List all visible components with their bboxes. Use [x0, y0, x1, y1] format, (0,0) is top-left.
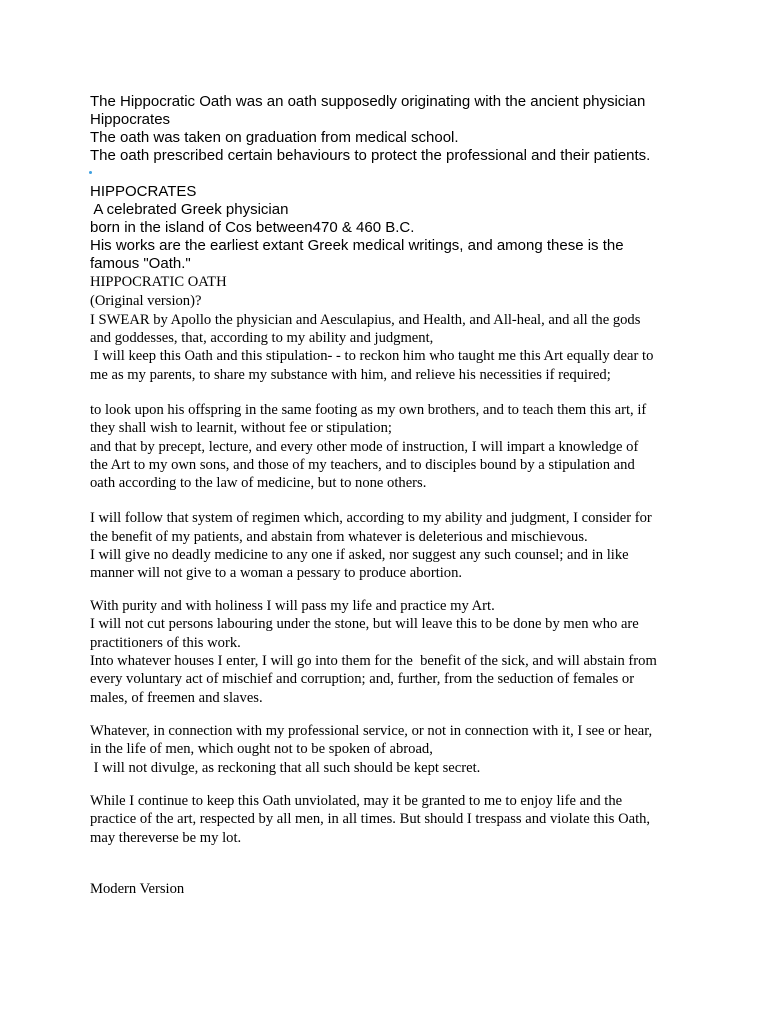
oath-p2-line: they shall wish to learnit, without fee or stipulation; — [90, 420, 392, 436]
oath-p1-line: I will keep this Oath and this stipulation- - to reckon him who taught me this Art equally dear to — [90, 348, 654, 364]
oath-p2-line: the Art to my own sons, and those of my teachers, and to disciples bound by a stipulation and — [90, 457, 635, 473]
bio-line-3: His works are the earliest extant Greek medical writings, and among these is the — [90, 237, 624, 254]
oath-p4-line: With purity and with holiness I will pass my life and practice my Art. — [90, 598, 495, 614]
oath-p2-line: to look upon his offspring in the same footing as my own brothers, and to teach them this art, if — [90, 402, 647, 418]
oath-p6-line: While I continue to keep this Oath unviolated, may it be granted to me to enjoy life and the — [90, 793, 623, 809]
oath-p1-line: me as my parents, to share my substance with him, and relieve his necessities if required; — [90, 367, 611, 383]
oath-p4-line: practitioners of this work. — [90, 635, 241, 651]
oath-p2-line: oath according to the law of medicine, but to none others. — [90, 475, 427, 491]
bio-heading: HIPPOCRATES — [90, 183, 197, 200]
oath-p4-line: every voluntary act of mischief and corruption; and, further, from the seduction of females or — [90, 671, 635, 687]
intro-line-4: The oath prescribed certain behaviours to protect the professional and their patients. — [90, 147, 651, 164]
oath-p1-line: and goddesses, that, according to my ability and judgment, — [90, 330, 434, 346]
oath-p1-line: I SWEAR by Apollo the physician and Aesculapius, and Health, and All-heal, and all the gods — [90, 312, 641, 328]
oath-p3-line: manner will not give to a woman a pessary to produce abortion. — [90, 565, 463, 581]
oath-heading: HIPPOCRATIC OATH — [90, 274, 227, 290]
intro-line-1: The Hippocratic Oath was an oath supposedly originating with the ancient physician — [90, 93, 646, 110]
oath-p3-line: the benefit of my patients, and abstain from whatever is deleterious and mischievous. — [90, 529, 588, 545]
oath-p4-line: Into whatever houses I enter, I will go into them for the benefit of the sick, and will abstain from — [90, 653, 657, 669]
bio-line-4: famous "Oath." — [90, 255, 191, 272]
oath-p3-line: I will give no deadly medicine to any one if asked, nor suggest any such counsel; and in like — [90, 547, 629, 563]
oath-p2-line: and that by precept, lecture, and every other mode of instruction, I will impart a knowledge of — [90, 439, 639, 455]
modern-heading: Modern Version — [90, 881, 185, 897]
oath-p5-line: in the life of men, which ought not to be spoken of abroad, — [90, 741, 433, 757]
oath-p4-line: I will not cut persons labouring under the stone, but will leave this to be done by men who are — [90, 616, 639, 632]
oath-p5-line: I will not divulge, as reckoning that all such should be kept secret. — [90, 760, 481, 776]
oath-p4-line: males, of freemen and slaves. — [90, 690, 263, 706]
intro-line-3: The oath was taken on graduation from medical school. — [90, 129, 459, 146]
bullet-dot — [89, 171, 92, 174]
intro-line-2: Hippocrates — [90, 111, 171, 128]
oath-p5-line: Whatever, in connection with my professional service, or not in connection with it, I see or hear, — [90, 723, 653, 739]
oath-subheading: (Original version)? — [90, 293, 202, 309]
oath-p3-line: I will follow that system of regimen which, according to my ability and judgment, I consider for — [90, 510, 652, 526]
bio-line-2: born in the island of Cos between470 & 460 B.C. — [90, 219, 415, 236]
oath-p6-line: may thereverse be my lot. — [90, 830, 242, 846]
bio-line-1: A celebrated Greek physician — [90, 201, 289, 218]
oath-p6-line: practice of the art, respected by all men, in all times. But should I trespass and violate this Oath, — [90, 811, 651, 827]
